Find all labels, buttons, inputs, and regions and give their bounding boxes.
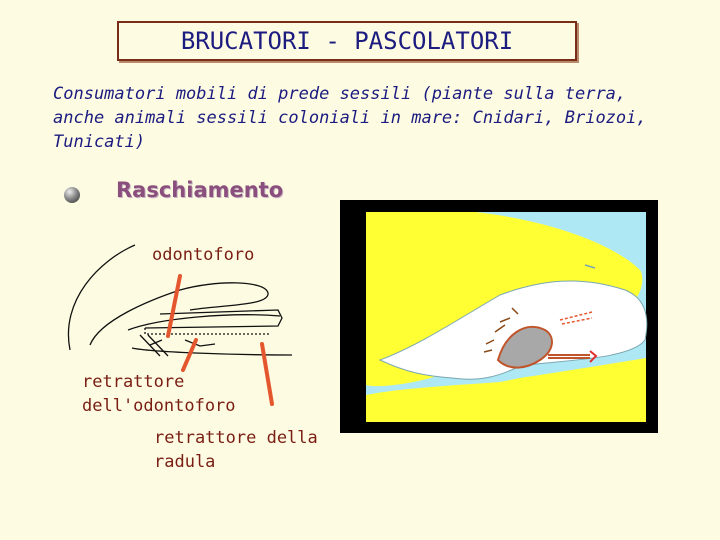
- label-odontoforo: odontoforo: [152, 245, 255, 265]
- subtitle: Consumatori mobili di prede sessili (piante sulla terra, anche animali sessili coloniali in mare: Cnidari, Briozoi, Tunicati): [53, 84, 647, 152]
- page-title: BRUCATORI - PASCOLATORI: [180, 27, 514, 55]
- label-retrattore-radula: retrattore della radula: [154, 428, 318, 472]
- mollusc-cross-section: [340, 200, 658, 433]
- label-retrattore-odontoforo: retrattore dell'odontoforo: [82, 372, 236, 416]
- section-heading: Raschiamento: [116, 178, 284, 202]
